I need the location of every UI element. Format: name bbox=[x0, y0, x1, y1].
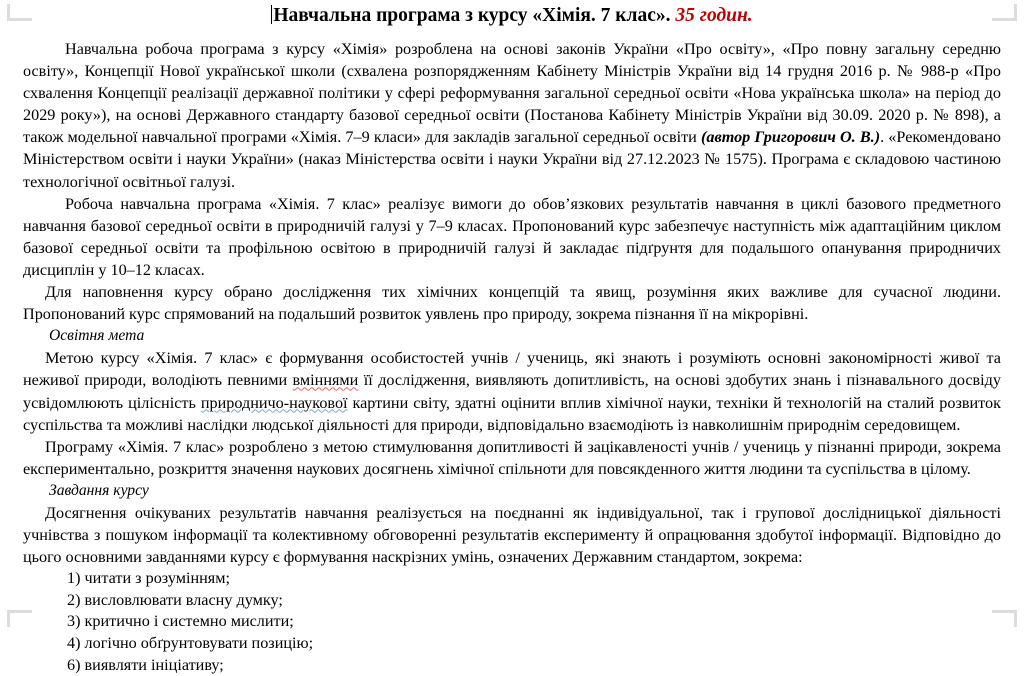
spellcheck-text: вміннями bbox=[292, 371, 359, 390]
list-marker: 4) bbox=[67, 634, 85, 653]
paragraph-scope: Робоча навчальна програма «Хімія. 7 клас» реалізує вимоги до обов’язкових результатів навчання в циклі базового предметного навчання базової середньої освіти в природничій галузі у 7–9 класах. Пропонований курс забезпечує наступність між адаптаційним циклом базової середньої освіти та профільною освітою в природничій галузі й закладає підґрунтя для подальшого опанування природничих дисциплін у 10–12 класах. bbox=[23, 194, 1001, 279]
paragraph-content-rationale: Для наповнення курсу обрано дослідження тих хімічних концепцій та явищ, розуміння яких важливе для сучасної людини. Пропонований курс спрямований на подальший розвиток уявлень про природу, зокрема пізнання її на мікрорівні. bbox=[23, 283, 1001, 324]
list-marker: 2) bbox=[67, 590, 85, 609]
list-marker: 1) bbox=[67, 569, 85, 588]
list-item-label: виявляти ініціативу; bbox=[84, 655, 224, 674]
list-item bbox=[23, 633, 1001, 655]
list-item-label: висловлювати власну думку; bbox=[84, 590, 283, 609]
section-heading-educational-goal: Освітня мета bbox=[49, 327, 145, 345]
paragraph-purpose: Програму «Хімія. 7 клас» розроблено з метою стимулювання допитливості й зацікавленості учнів / учениць у пізнанні природи, зокрема експериментально, розкриття значення наукових досягнень хімічної спільноти для повсякденного життя людини та суспільства в цілому. bbox=[23, 437, 1001, 478]
list-item bbox=[23, 568, 1001, 590]
list-item bbox=[23, 655, 1001, 676]
paragraph-intro: Навчальна робоча програма з курсу «Хімія» розроблена на основі законів України «Про освіту», «Про повну загальну середню освіту», Концепції Нової української школи (схвалена розпорядженням Кабінету Міністрів України від 14 грудня 2016 р. № 988-р «Про схвалення Концепції реалізації державної політики у сфері реформування загальної середньої освіти «Нова українська школа» на період до 2029 року»), на основі Державного стандарту базової середньої освіти (Постанова Кабінету Міністрів України від 30.09. 2020 р. № 898), а також модельної навчальної програми «Хімія. 7–9 класи» для закладів загальної середньої освіти (автор Григорович О. В.). «Рекомендовано Міністерством освіти і науки України» (наказ Міністерства освіти і науки України від 27.12.2023 № 1575). Програма є складовою частиною технологічної освітньої галузі. bbox=[23, 40, 1001, 191]
paragraph-goal: Метою курсу «Хімія. 7 клас» є формування особистостей учнів / учениць, які знають і розуміють основні закономірності живої та неживої природи, володіють певними вміннями її дослідження, виявляють допитливість, на основі здобутих знань і пізнавального досвіду усвідомлюють цілісність природничо-наукової картини світу, здатні оцінити вплив хімічної науки, техніки й технологій на сталий розвиток суспільства та можливі наслідки людської діяльності для природи, відповідально взаємодіють із навколишнім природнім середовищем. bbox=[23, 349, 1001, 434]
skills-list bbox=[23, 568, 1001, 676]
list-item bbox=[23, 611, 1001, 633]
page-title bbox=[23, 3, 1001, 29]
emphasis-text: (автор Григорович О. В.) bbox=[700, 128, 881, 147]
page-title-hours: 35 годин. bbox=[675, 5, 753, 26]
list-marker: 6) bbox=[67, 655, 85, 674]
paragraph-tasks: Досягнення очікуваних результатів навчання реалізується на поєднанні як індивідуальної, так і групової дослідницької діяльності учнівства з пошуком інформації та колективному обговоренні результатів експерименту й опрацювання здобутої інформації. Відповідно до цього основними завданнями курсу є формування наскрізних умінь, означених Державним стандартом, зокрема: bbox=[23, 503, 1001, 567]
document-body bbox=[23, 3, 1001, 676]
section-heading-course-tasks: Завдання курсу bbox=[49, 481, 149, 499]
list-item bbox=[23, 590, 1001, 612]
page-title-main: Навчальна програма з курсу «Хімія. 7 клас». bbox=[273, 5, 671, 26]
list-item-label: логічно обґрунтовувати позицію; bbox=[84, 634, 314, 653]
spellcheck-text: природничо-наукової bbox=[200, 393, 348, 412]
list-item-label: критично і системно мислити; bbox=[84, 612, 294, 631]
list-item-label: читати з розумінням; bbox=[84, 569, 230, 588]
list-marker: 3) bbox=[67, 612, 85, 631]
